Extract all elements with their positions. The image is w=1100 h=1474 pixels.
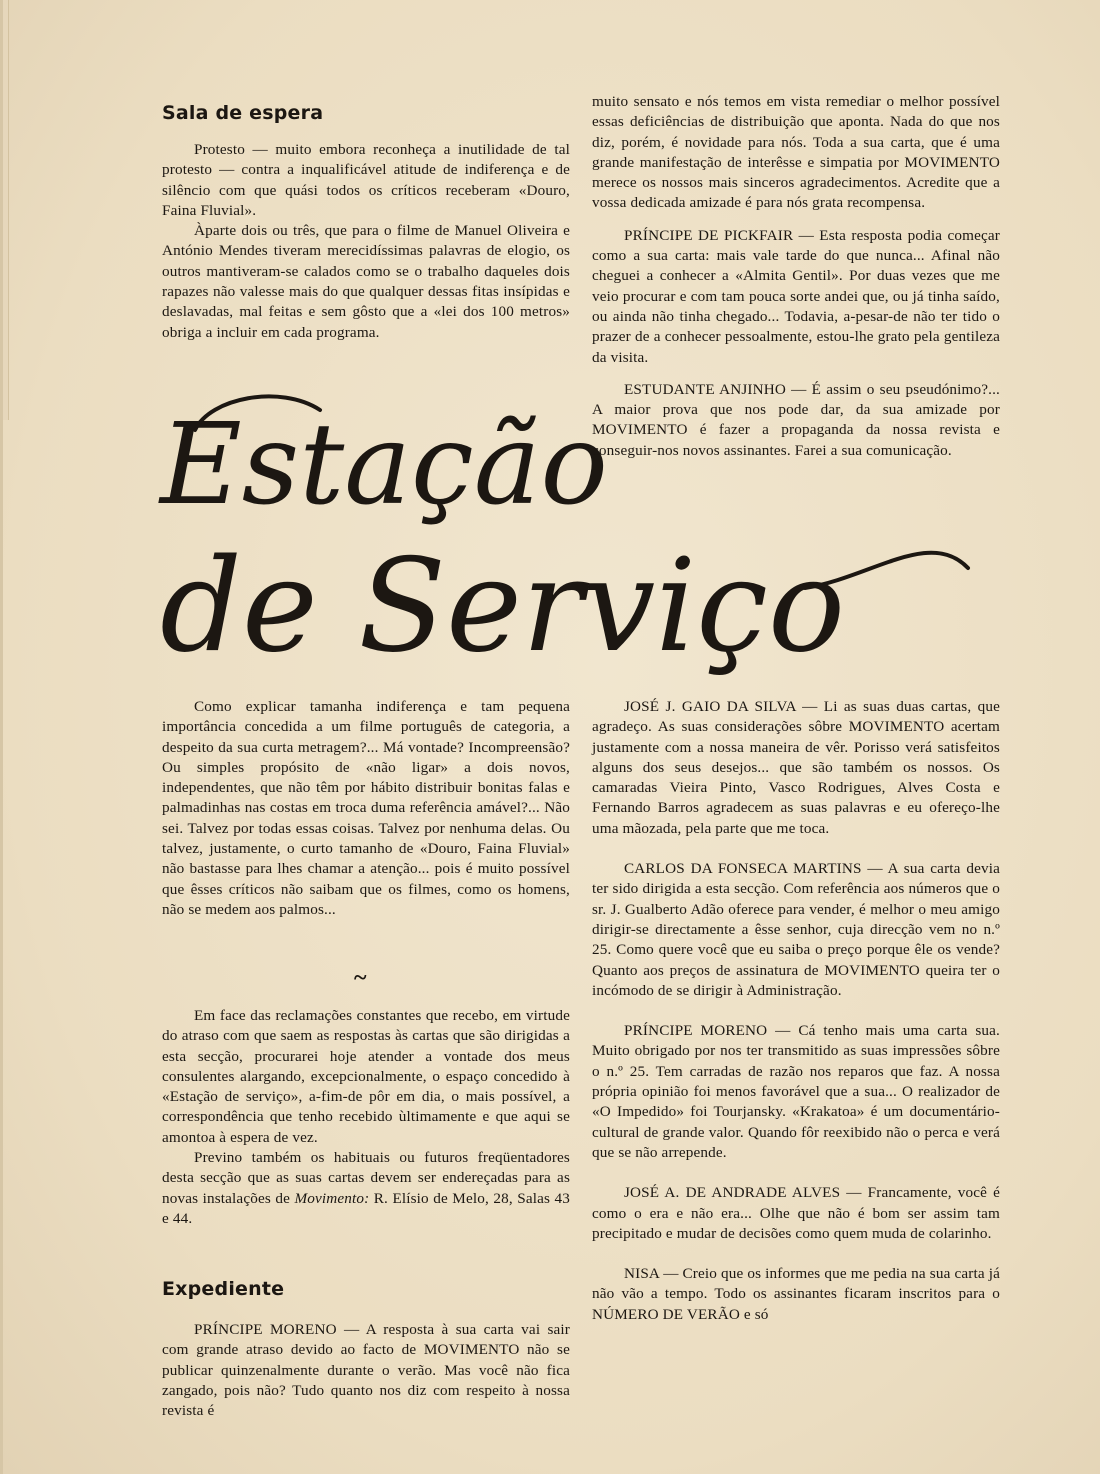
left-column-middle [162,697,570,920]
separator-tilde: ~ [354,965,367,991]
reply-nisa [592,1264,1000,1325]
right-column-bottom [592,697,1000,1325]
reply-text: — Francamente, você é como o era e não era... Olhe que não é bom ser assim tam precipitado e mudar de decisões como quem muda de colarinho. [592,1184,1001,1242]
correspondent-name: JOSÉ J. GAIO DA SILVA [624,698,796,715]
reply-principe-moreno-1 [162,1320,570,1421]
reply-text: — Cá tenho mais uma carta sua. Muito obrigado por nos ter transmitido as suas impressões sôbre o n.º 25. Tem carradas de razão nos reparos que faz. A nossa própria opinião foi menos favorável que a sua... O realizador de «O Impedido» foi Tourjansky. «Krakatoa» é um documentário-cultural de grande valor. Quando fôr reexibido não o perca e verá que se não arrepende. [592,1022,1000,1161]
reply-estudante-anjinho [592,380,1000,461]
correspondent-name: ESTUDANTE ANJINHO [624,380,786,398]
reply-continuation: muito sensato e nós temos em vista remediar o melhor possível essas deficiências de distribuição que aponta. Nada do que nos diz, porém, é novidade para nós. Toda a sua carta, que é uma grande manifestação de interêsse e simpatia por MOVIMENTO merece os nossos mais sinceros agradecimentos. Acredite que a vossa dedicada amizade é para nós grata recompensa. [592,93,1000,212]
reply-text: — A resposta à sua carta vai sair com grande atraso devido ao facto de MOVIMENTO não se publicar quinzenalmente durante o verão. Mas você não fica zangado, pois não? Tudo quanto nos diz com respeito à nossa revista é [162,1321,570,1420]
heading-expediente: Expediente [162,1278,285,1300]
left-column-notice [162,1006,570,1229]
magazine-name: Movimento: [294,1189,370,1207]
correspondent-name: CARLOS DA FONSECA MARTINS [624,860,862,878]
heading-sala-de-espera: Sala de espera [162,102,324,124]
address-text: Previno também os habituais ou futuros freqüentadores desta secção que as suas cartas devem ser endereçadas para as novas instalações de [162,1149,570,1207]
correspondent-name: PRÍNCIPE DE PICKFAIR [624,226,794,244]
correspondent-name: PRÍNCIPE MORENO [624,1022,768,1040]
title-line-estacao: Estação [160,400,608,530]
reply-text: — É assim o seu pseudónimo?... A maior prova que nos pode dar, da sua amizade por MOVIMENTO é fazer a propaganda da nossa revista e conseguir-nos novos assinantes. Farei a sua comunicação. [592,380,1000,459]
correspondent-name: JOSÉ A. DE ANDRADE ALVES [624,1184,841,1202]
left-column-bottom [162,1320,570,1421]
complaints-paragraph: Em face das reclamações constantes que recebo, em virtude do atraso com que saem as respostas às cartas que são dirigidas a esta secção, procurarei hoje atender a vontade dos meus consulentes alargando, excepcionalmente, o espaço concedido à «Estação de serviço», a-fim-de pôr em dia, o mais possível, a correspondência que tenho recebido ùltimamente e que aqui se amontoa à espera de vez. [162,1007,570,1146]
right-column-top [592,92,1000,461]
intro-column [162,140,570,343]
title-line-de-servico: de Serviço [160,532,845,678]
reply-principe-de-pickfair [592,226,1000,368]
correspondent-name: NISA [624,1265,660,1283]
reply-jose-gaio-da-silva [592,697,1000,839]
reply-text: — A sua carta devia ter sido dirigida a esta secção. Com referência aos números que o sr. J. Gualberto Adão oferece para vender, é melhor o meu amigo dirigir-se directamente a êsse senhor, cuja direcção vem no n.º 25. Como quere você que eu saiba o preço porque êle os vende? Quanto aos preços de assinatura de MOVIMENTO queira ter o incómodo de se dirigir à Administração. [592,860,1000,999]
reply-text: — Li as suas duas cartas, que agradeço. As suas considerações sôbre MOVIMENTO acertam justamente com a nossa maneira de vêr. Porisso verá satisfeitos alguns dos seus desejos... que são também os nossos. Os camaradas Vieira Pinto, Vasco Rodrigues, Alves Costa e Fernando Barros agradecem as suas palavras e eu ofereço-lhe uma mãozada, pela parte que me toca. [592,698,1000,837]
reply-text: — Esta resposta podia começar como a sua carta: mais vale tarde do que nunca... Afinal não cheguei a conhecer a «Almita Gentil». Por duas vezes que me veio procurar e com tam pouca sorte andei que, ou já tinha saído, ou ainda não tinha chegado... Todavia, a-pesar-de não ter tido o prazer de a conhecer pessoalmente, estou-lhe grato pela gentileza da visita. [592,226,1000,366]
intro-paragraph-1: Protesto — muito embora reconheça a inutilidade de tal protesto — contra a inqualificável atitude de indiferença e de silêncio com que quási todos os críticos receberam «Douro, Faina Fluvial». [162,141,570,219]
reply-principe-moreno-2 [592,1021,1000,1163]
reply-text: — Creio que os informes que me pedia na sua carta já não vão a tempo. Todo os assinantes ficaram inscritos para o NÚMERO DE VERÃO e só [592,1265,1000,1323]
reply-jose-andrade-alves [592,1183,1000,1244]
indifference-paragraph: Como explicar tamanha indiferença e tam pequena importância concedida a um filme português de categoria, a despeito da sua curta metragem?... Má vontade? Incompreensão? Ou simples propósito de «não ligar» a dois novos, independentes, que não têm por hábito distribuir bonitas falas e palmadinhas nas costas em troca duma referência amável?... Não sei. Talvez por todas essas coisas. Talvez por nenhuma delas. Ou talvez, justamente, o curto tamanho de «Douro, Faina Fluvial» não bastasse para lhes chamar a atenção... pois é muito possível que êsses críticos não saibam que os filmes, como os homens, não se medem aos palmos... [162,698,570,918]
address-value: R. Elísio de Melo, 28, Salas 43 e 44. [162,1189,570,1227]
address-paragraph [162,1148,570,1229]
page-fold-line [0,0,3,1474]
reply-carlos-da-fonseca-martins [592,859,1000,1001]
intro-paragraph-2: Àparte dois ou três, que para o filme de Manuel Oliveira e António Mendes tiveram merecidíssimas palavras de elogio, os outros mantiveram-se calados como se o trabalho daqueles dois rapazes não valesse mais do que qualquer dessas fitas insípidas e deslavadas, mal feitas e sem gôsto que a «lei dos 100 metros» obriga a incluir em cada programa. [162,222,570,341]
correspondent-name: PRÍNCIPE MORENO [194,1321,337,1338]
